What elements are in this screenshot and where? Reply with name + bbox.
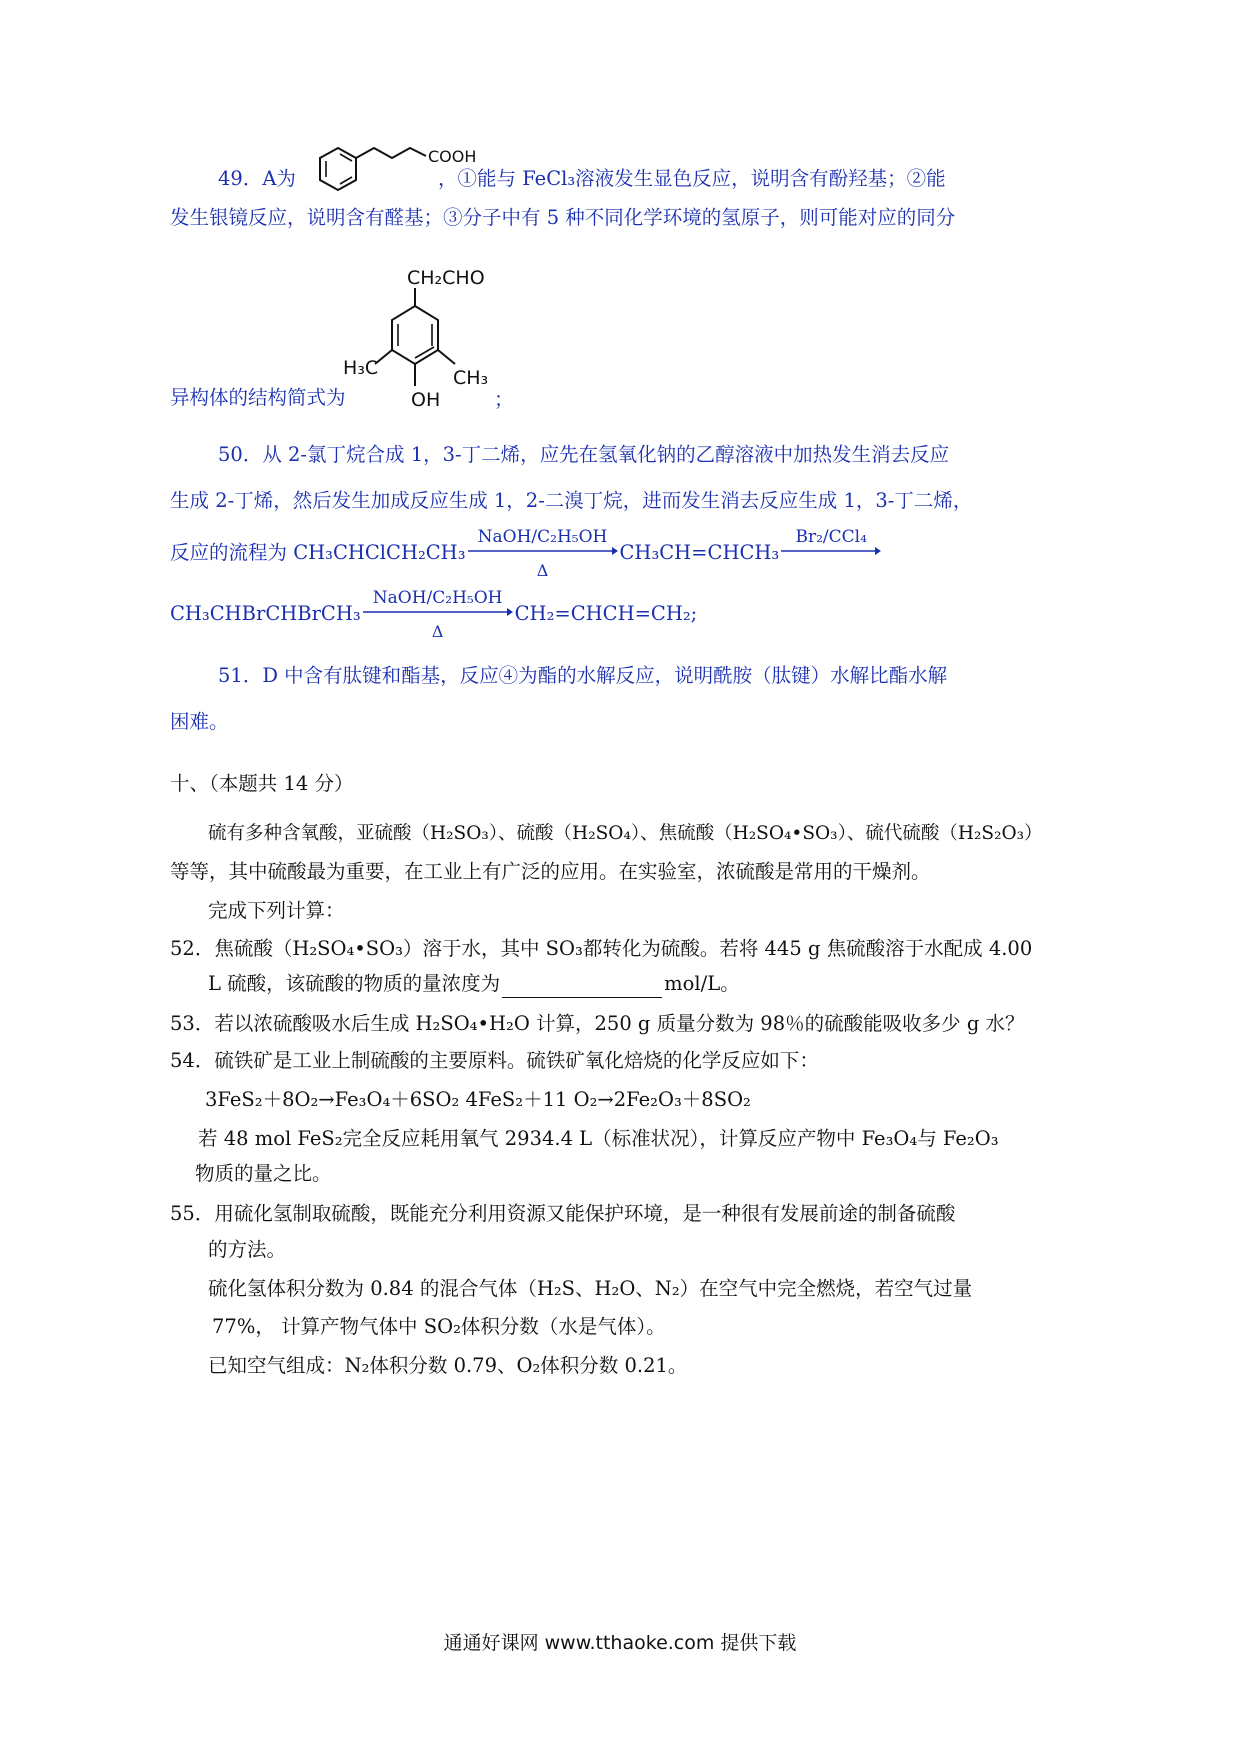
q49-line3-end: ； — [494, 388, 514, 411]
q54-line1: 54．硫铁矿是工业上制硫酸的主要原料。硫铁矿氧化焙烧的化学反应如下： — [170, 1049, 819, 1072]
isomer-structure — [335, 260, 510, 420]
intro-line3: 完成下列计算： — [208, 899, 345, 922]
q52-line2 — [208, 970, 740, 998]
cooh-label: COOH — [428, 147, 477, 166]
arrow-right-icon — [363, 606, 513, 618]
reaction-arrow-2 — [781, 527, 881, 567]
struct-left-label: H₃C — [343, 357, 379, 379]
q49-line3: 异构体的结构简式为 — [170, 386, 346, 409]
footer-text: 通通好课网 www.tthaoke.com 提供下载 — [443, 1632, 797, 1654]
q50-line1: 50．从 2-氯丁烷合成 1，3-丁二烯，应先在氢氧化钠的乙醇溶液中加热发生消去反应 — [218, 443, 950, 466]
struct-bottom-label: OH — [411, 389, 441, 411]
q51-line2: 困难。 — [170, 710, 229, 733]
q54-equations: 3FeS₂＋8O₂→Fe₃O₄＋6SO₂ 4FeS₂＋11 O₂→2Fe₂O₃＋8SO₂ — [205, 1088, 751, 1111]
intro-line2: 等等，其中硫酸最为重要，在工业上有广泛的应用。在实验室，浓硫酸是常用的干燥剂。 — [170, 860, 931, 883]
q50-reactant: 反应的流程为 CH₃CHClCH₂CH₃ — [170, 541, 466, 564]
q52-text: L 硫酸，该硫酸的物质的量浓度为 — [208, 972, 501, 995]
section-title: 十、（本题共 14 分） — [170, 772, 354, 795]
arrow2-condition: Br₂/CCl₄ — [795, 527, 867, 547]
struct-top-label: CH₂CHO — [407, 267, 485, 289]
q55-line5: 已知空气组成：N₂体积分数 0.79、O₂体积分数 0.21。 — [208, 1354, 688, 1377]
q54-line2: 若 48 mol FeS₂完全反应耗用氧气 2934.4 L（标准状况），计算反应产物中 Fe₃O₄与 Fe₂O₃ — [198, 1127, 999, 1150]
q52-line1: 52．焦硫酸（H₂SO₄•SO₃）溶于水，其中 SO₃都转化为硫酸。若将 445 g 焦硫酸溶于水配成 4.00 — [170, 937, 1033, 960]
arrow-right-icon — [468, 545, 618, 557]
q50-product: CH₂=CHCH=CH₂; — [514, 602, 698, 625]
q49-line1: ，①能与 FeCl₃溶液发生显色反应，说明含有酚羟基；②能 — [438, 167, 946, 190]
reaction-arrow-1 — [468, 527, 618, 580]
reaction-arrow-3 — [363, 588, 513, 641]
arrow1-condition: NaOH/C₂H₅OH — [477, 527, 608, 547]
q50-intermediate: CH₃CH=CHCH₃ — [619, 541, 780, 564]
q50-line4 — [170, 588, 698, 641]
arrow3-condition: NaOH/C₂H₅OH — [372, 588, 503, 608]
answer-blank[interactable] — [502, 975, 662, 998]
q49-line2: 发生银镜反应，说明含有醛基；③分子中有 5 种不同化学环境的氢原子，则可能对应的同分 — [170, 206, 956, 229]
q53-line: 53．若以浓硫酸吸水后生成 H₂SO₄•H₂O 计算，250 g 质量分数为 98％的硫酸能吸收多少 g 水？ — [170, 1012, 1025, 1035]
arrow-right-icon — [781, 545, 881, 557]
arrow1-heat: Δ — [536, 561, 549, 580]
q55-line1: 55．用硫化氢制取硫酸，既能充分利用资源又能保护环境，是一种很有发展前途的制备硫酸 — [170, 1202, 956, 1225]
q52-unit: mol/L。 — [664, 972, 740, 995]
q50-line2: 生成 2-丁烯，然后发生加成反应生成 1，2-二溴丁烷，进而发生消去反应生成 1，3-丁二烯， — [170, 489, 973, 512]
intro-line1: 硫有多种含氧酸，亚硫酸（H₂SO₃）、硫酸（H₂SO₄）、焦硫酸（H₂SO₄•SO₃）、硫代硫酸（H₂S₂O₃） — [208, 823, 1043, 844]
q51-line1: 51．D 中含有肽键和酯基，反应④为酯的水解反应，说明酰胺（肽键）水解比酯水解 — [218, 664, 948, 687]
q54-line3: 物质的量之比。 — [195, 1162, 332, 1185]
q50-dibromide: CH₃CHBrCHBrCH₃ — [170, 602, 361, 625]
q55-line2: 的方法。 — [208, 1238, 287, 1261]
q55-line3: 硫化氢体积分数为 0.84 的混合气体（H₂S、H₂O、N₂）在空气中完全燃烧，若空气过量 — [208, 1277, 973, 1300]
q50-line3 — [170, 527, 883, 580]
q49-label: 49．A为 — [218, 167, 296, 190]
struct-right-label: CH₃ — [453, 367, 489, 389]
arrow3-heat: Δ — [431, 622, 444, 641]
q55-line4: 77%， 计算产物气体中 SO₂体积分数（水是气体）。 — [212, 1315, 666, 1338]
